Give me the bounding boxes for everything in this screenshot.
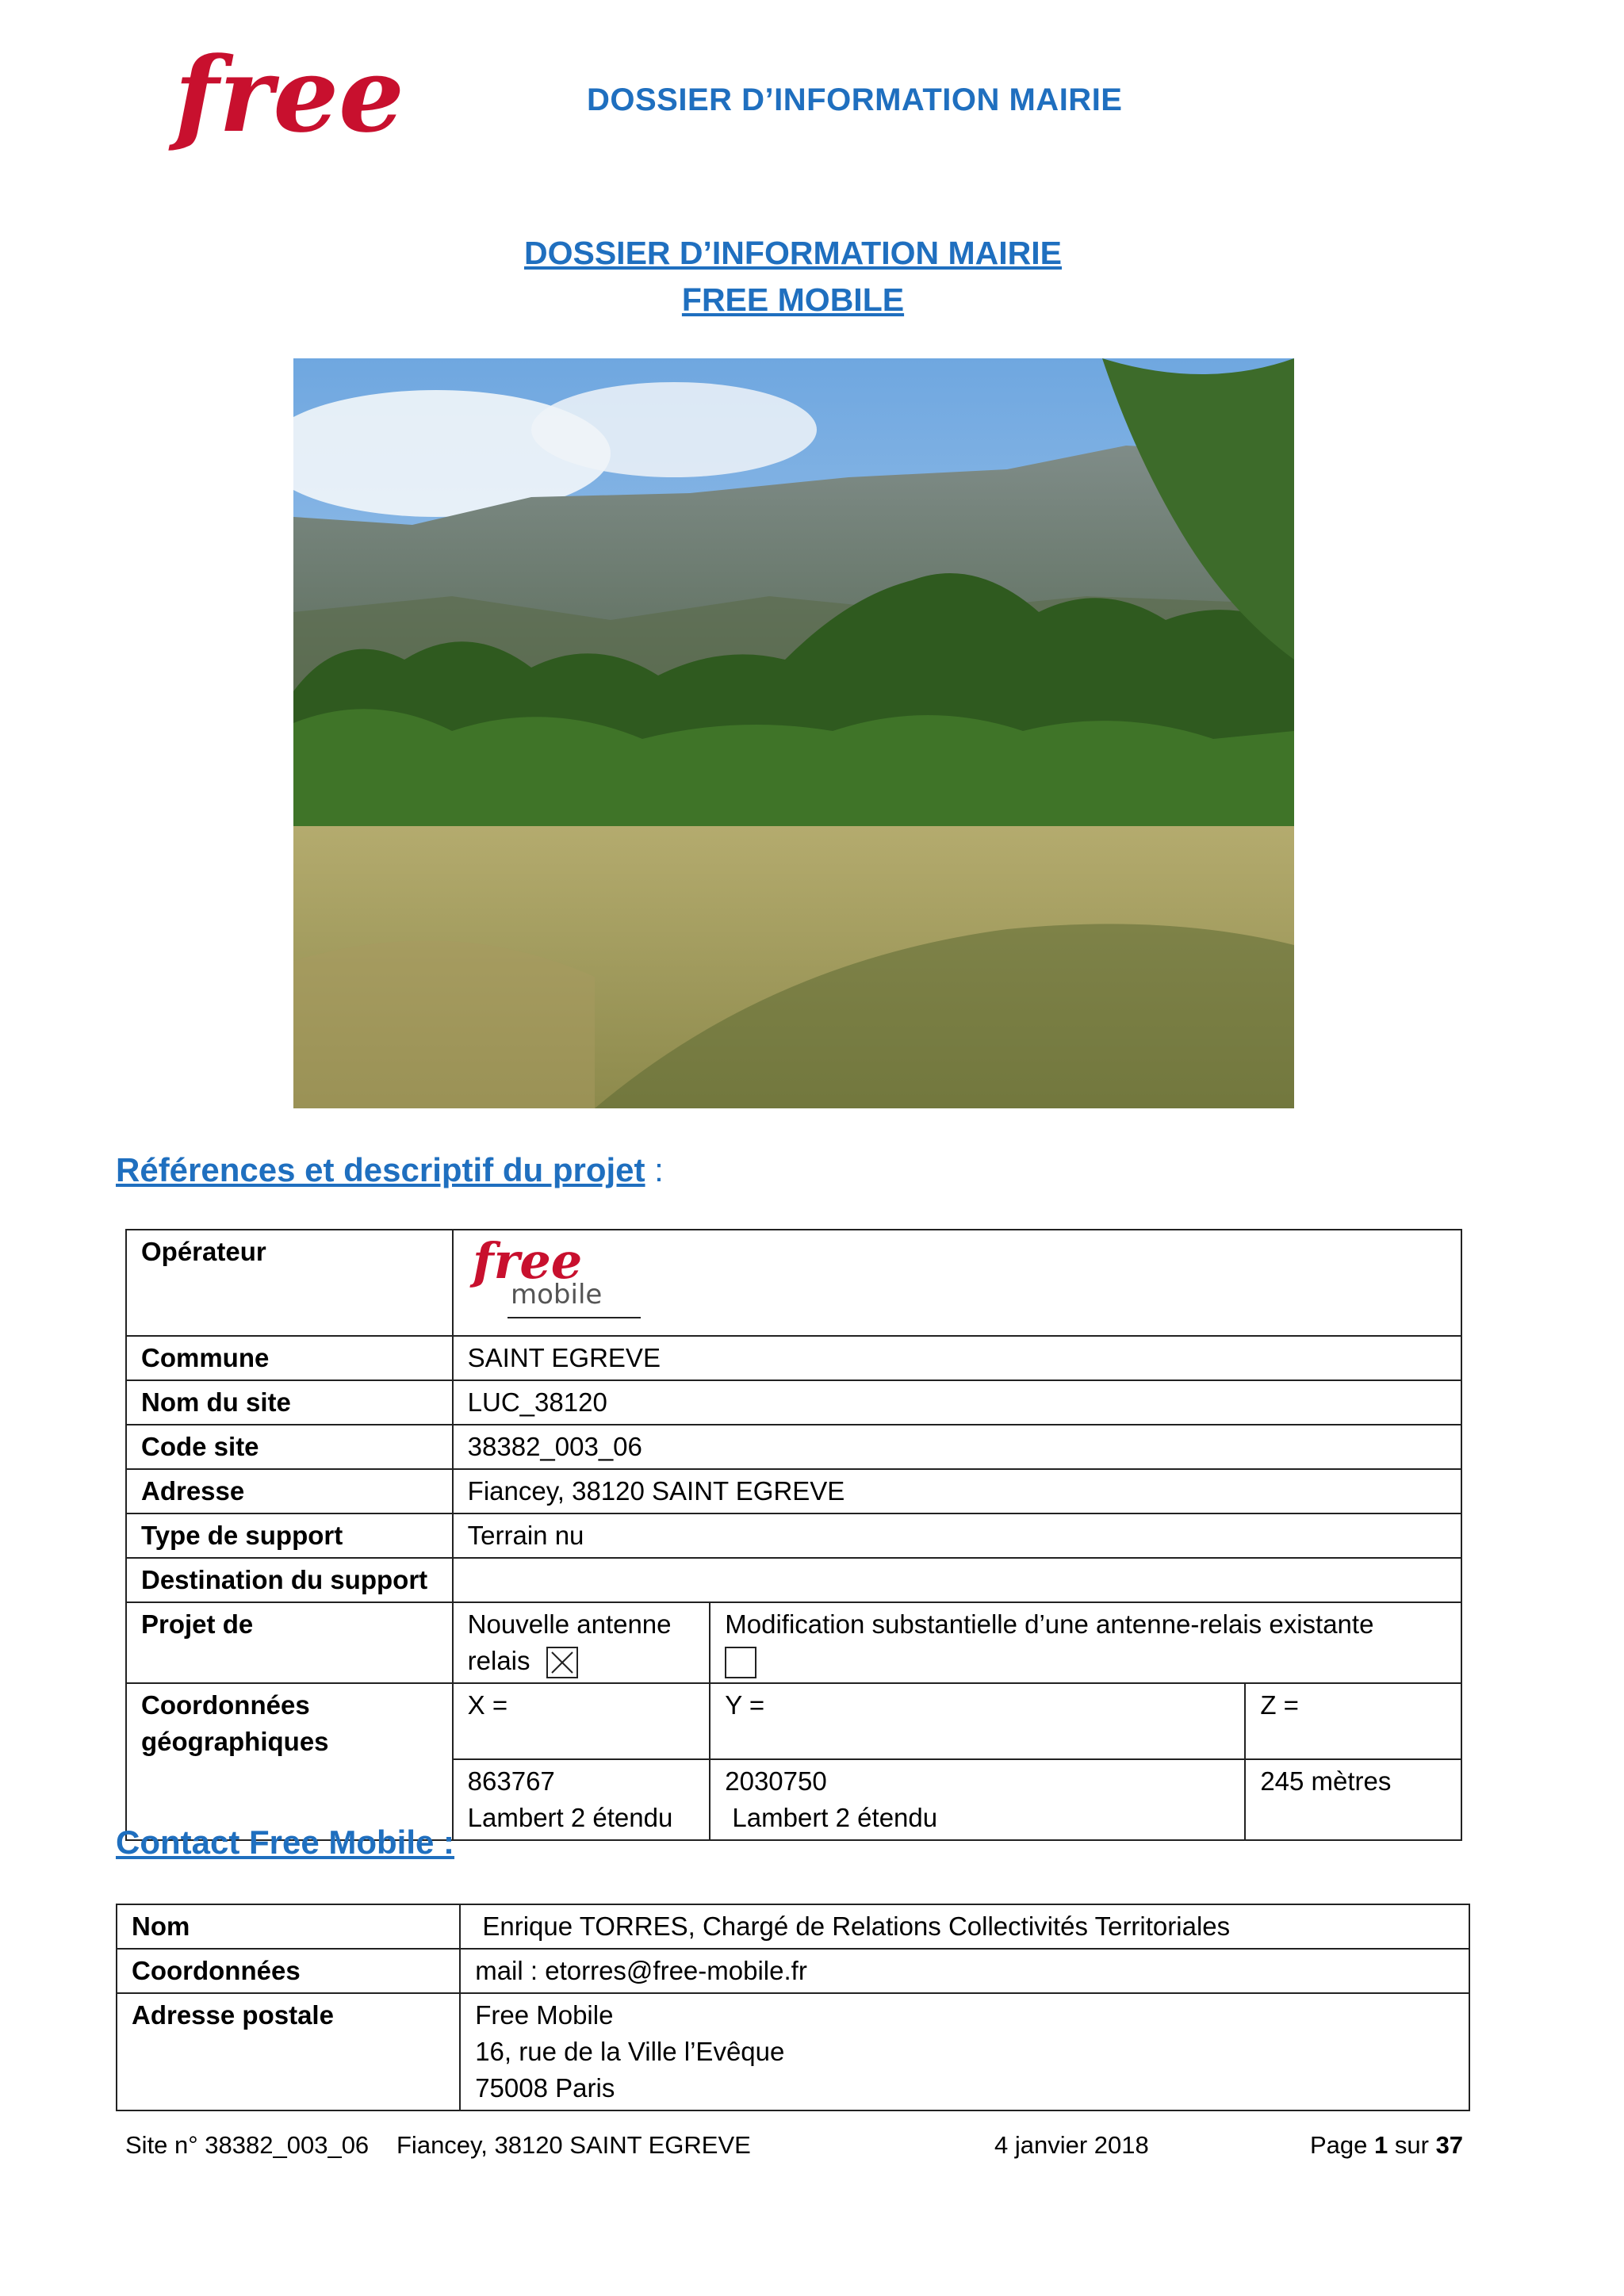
row-label: Nom du site (126, 1380, 453, 1425)
row-label: Adresse (126, 1469, 453, 1513)
svg-text:free: free (472, 1234, 582, 1290)
table-row (126, 1558, 1461, 1602)
footer-page-prefix: Page (1310, 2131, 1375, 2159)
site-photo (293, 358, 1294, 1108)
projet-option-new-label: Nouvelle antenne relais (467, 1609, 672, 1675)
row-label: Destination du support (126, 1558, 453, 1602)
project-table (125, 1229, 1462, 1841)
table-row (126, 1602, 1461, 1683)
projet-option-modif (710, 1602, 1461, 1683)
svg-text:mobile: mobile (510, 1279, 602, 1311)
row-label: Type de support (126, 1513, 453, 1558)
projet-option-modif-label: Modification substantielle d’une antenne-relais existante (725, 1609, 1374, 1639)
table-row (126, 1230, 1461, 1336)
footer-date: 4 janvier 2018 (994, 2131, 1149, 2159)
address-line: 16, rue de la Ville l’Evêque (475, 2037, 785, 2066)
doc-title-line1: DOSSIER D’INFORMATION MAIRIE (523, 235, 1063, 271)
table-row (126, 1425, 1461, 1469)
address-line: Free Mobile (475, 2000, 614, 2030)
footer-page-total: 37 (1435, 2131, 1464, 2159)
z-value: 245 mètres (1245, 1759, 1461, 1840)
row-value (453, 1558, 1461, 1602)
address-line: 75008 Paris (475, 2073, 615, 2103)
x-value-cell (453, 1759, 710, 1840)
checkbox-new-antenna[interactable] (546, 1647, 578, 1678)
free-mobile-logo (468, 1234, 658, 1322)
table-row (117, 1993, 1469, 2110)
section-heading-project (116, 1151, 664, 1189)
checkbox-modification[interactable] (725, 1647, 756, 1678)
row-label: Commune (126, 1336, 453, 1380)
row-label: Code site (126, 1425, 453, 1469)
free-logo-text: free (174, 44, 404, 155)
section-heading-project-text: Références et descriptif du projet (116, 1151, 645, 1188)
contact-label-coordonnees: Coordonnées (117, 1949, 460, 1993)
row-value: Fiancey, 38120 SAINT EGREVE (453, 1469, 1461, 1513)
footer-address: Fiancey, 38120 SAINT EGREVE (396, 2131, 751, 2159)
operator-logo-cell (453, 1230, 1461, 1336)
contact-table (116, 1904, 1470, 2111)
contact-value-adresse (460, 1993, 1469, 2110)
row-label-projet: Projet de (126, 1602, 453, 1683)
table-row (126, 1683, 1461, 1759)
contact-label-nom: Nom (117, 1904, 460, 1949)
footer-site: Site n° 38382_003_06 (125, 2131, 370, 2159)
y-value: 2030750 (725, 1766, 827, 1796)
row-value: Terrain nu (453, 1513, 1461, 1558)
y-system: Lambert 2 étendu (725, 1803, 938, 1832)
table-row (126, 1469, 1461, 1513)
x-system: Lambert 2 étendu (467, 1803, 673, 1832)
row-label-coordonnees: Coordonnées géographiques (126, 1683, 453, 1840)
doc-title-line2: FREE MOBILE (681, 281, 905, 318)
footer-page-current: 1 (1374, 2131, 1388, 2159)
table-row (117, 1904, 1469, 1949)
table-row (117, 1949, 1469, 1993)
contact-value-email[interactable]: mail : etorres@free-mobile.fr (460, 1949, 1469, 1993)
projet-option-new (453, 1602, 710, 1683)
table-row (126, 1513, 1461, 1558)
table-row (126, 1336, 1461, 1380)
section-heading-contact (116, 1823, 454, 1862)
table-row (126, 1380, 1461, 1425)
row-value: LUC_38120 (453, 1380, 1461, 1425)
section-heading-contact-text: Contact Free Mobile : (116, 1823, 455, 1861)
y-label: Y = (710, 1683, 1245, 1759)
row-label-operateur: Opérateur (126, 1230, 453, 1336)
x-label: X = (453, 1683, 710, 1759)
header-title: DOSSIER D’INFORMATION MAIRIE (587, 82, 1123, 117)
row-value: SAINT EGREVE (453, 1336, 1461, 1380)
y-value-cell (710, 1759, 1245, 1840)
contact-label-adresse: Adresse postale (117, 1993, 460, 2110)
row-value: 38382_003_06 (453, 1425, 1461, 1469)
x-value: 863767 (467, 1766, 555, 1796)
contact-value-nom: Enrique TORRES, Chargé de Relations Collectivités Territoriales (460, 1904, 1469, 1949)
z-label: Z = (1245, 1683, 1461, 1759)
footer-page-mid: sur (1388, 2131, 1436, 2159)
footer-page-number (1310, 2131, 1463, 2160)
free-logo (167, 44, 476, 170)
section-heading-project-colon: : (645, 1151, 664, 1188)
